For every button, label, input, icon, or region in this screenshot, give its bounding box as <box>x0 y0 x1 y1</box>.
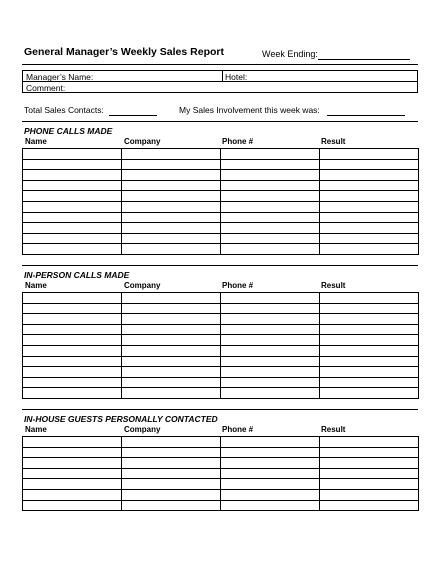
col-phone-cell[interactable] <box>221 314 320 325</box>
col-result-cell[interactable] <box>320 356 419 367</box>
table-row <box>23 356 419 367</box>
col-company-cell[interactable] <box>122 233 221 244</box>
table-row <box>23 388 419 399</box>
in-person-calls-divider <box>22 265 418 266</box>
col-phone-cell[interactable] <box>221 447 320 458</box>
manager-info-box <box>22 70 418 93</box>
col-name-cell[interactable] <box>23 244 122 255</box>
col-result-cell[interactable] <box>320 458 419 469</box>
col-name-cell[interactable] <box>23 458 122 469</box>
col-name-cell[interactable] <box>23 159 122 170</box>
col-name-cell[interactable] <box>23 191 122 202</box>
col-name-cell[interactable] <box>23 447 122 458</box>
table-row <box>23 149 419 160</box>
table-row <box>23 479 419 490</box>
col-phone-cell[interactable] <box>221 293 320 304</box>
col-company-cell[interactable] <box>122 223 221 234</box>
phone-calls-col-name-header: Name <box>25 137 47 146</box>
col-company-cell[interactable] <box>122 159 221 170</box>
col-company-cell[interactable] <box>122 367 221 378</box>
col-result-cell[interactable] <box>320 244 419 255</box>
col-name-cell[interactable] <box>23 377 122 388</box>
col-phone-cell[interactable] <box>221 345 320 356</box>
in-person-calls-col-phone-header: Phone # <box>222 281 254 290</box>
col-name-cell[interactable] <box>23 468 122 479</box>
in-house-guests-divider <box>22 409 418 410</box>
col-result-cell[interactable] <box>320 377 419 388</box>
col-company-cell[interactable] <box>122 468 221 479</box>
table-row <box>23 201 419 212</box>
col-result-cell[interactable] <box>320 149 419 160</box>
col-name-cell[interactable] <box>23 201 122 212</box>
col-result-cell[interactable] <box>320 201 419 212</box>
table-row <box>23 447 419 458</box>
header-divider <box>22 64 418 65</box>
in-house-guests-col-name-header: Name <box>25 425 47 434</box>
in-person-calls-table <box>22 292 419 399</box>
col-phone-cell[interactable] <box>221 335 320 346</box>
in-person-calls-col-result-header: Result <box>321 281 346 290</box>
col-company-cell[interactable] <box>122 314 221 325</box>
col-phone-cell[interactable] <box>221 244 320 255</box>
table-row <box>23 314 419 325</box>
col-result-cell[interactable] <box>320 324 419 335</box>
in-house-guests-heading: IN-HOUSE GUESTS PERSONALLY CONTACTED <box>24 414 218 424</box>
col-company-cell[interactable] <box>122 479 221 490</box>
col-phone-cell[interactable] <box>221 212 320 223</box>
table-row <box>23 170 419 181</box>
col-name-cell[interactable] <box>23 388 122 399</box>
col-phone-cell[interactable] <box>221 324 320 335</box>
col-company-cell[interactable] <box>122 324 221 335</box>
col-company-cell[interactable] <box>122 356 221 367</box>
in-house-guests-col-result-header: Result <box>321 425 346 434</box>
in-person-calls-col-company-header: Company <box>124 281 161 290</box>
table-row <box>23 244 419 255</box>
phone-calls-table <box>22 148 419 255</box>
phone-calls-col-phone-header: Phone # <box>222 137 254 146</box>
col-phone-cell[interactable] <box>221 367 320 378</box>
col-phone-cell[interactable] <box>221 159 320 170</box>
comment-label[interactable]: Comment: <box>26 83 66 93</box>
phone-calls-divider <box>22 121 418 122</box>
col-name-cell[interactable] <box>23 500 122 511</box>
col-result-cell[interactable] <box>320 303 419 314</box>
sales-involvement-label: My Sales Involvement this week was: <box>179 105 320 115</box>
col-result-cell[interactable] <box>320 233 419 244</box>
table-row <box>23 159 419 170</box>
table-row <box>23 437 419 448</box>
col-phone-cell[interactable] <box>221 468 320 479</box>
table-row <box>23 345 419 356</box>
col-name-cell[interactable] <box>23 489 122 500</box>
table-row <box>23 191 419 202</box>
col-result-cell[interactable] <box>320 367 419 378</box>
total-sales-contacts-label: Total Sales Contacts: <box>24 105 104 115</box>
col-phone-cell[interactable] <box>221 149 320 160</box>
col-name-cell[interactable] <box>23 293 122 304</box>
col-result-cell[interactable] <box>320 170 419 181</box>
col-company-cell[interactable] <box>122 377 221 388</box>
table-row <box>23 377 419 388</box>
col-result-cell[interactable] <box>320 335 419 346</box>
col-company-cell[interactable] <box>122 447 221 458</box>
table-row <box>23 367 419 378</box>
col-name-cell[interactable] <box>23 324 122 335</box>
col-company-cell[interactable] <box>122 293 221 304</box>
col-result-cell[interactable] <box>320 345 419 356</box>
col-name-cell[interactable] <box>23 345 122 356</box>
col-phone-cell[interactable] <box>221 191 320 202</box>
col-phone-cell[interactable] <box>221 233 320 244</box>
col-name-cell[interactable] <box>23 314 122 325</box>
col-name-cell[interactable] <box>23 437 122 448</box>
col-company-cell[interactable] <box>122 489 221 500</box>
col-phone-cell[interactable] <box>221 500 320 511</box>
table-row <box>23 303 419 314</box>
info-column-divider <box>222 71 223 82</box>
col-phone-cell[interactable] <box>221 303 320 314</box>
col-name-cell[interactable] <box>23 356 122 367</box>
col-company-cell[interactable] <box>122 388 221 399</box>
in-house-guests-col-company-header: Company <box>124 425 161 434</box>
phone-calls-col-result-header: Result <box>321 137 346 146</box>
col-phone-cell[interactable] <box>221 180 320 191</box>
col-phone-cell[interactable] <box>221 223 320 234</box>
col-name-cell[interactable] <box>23 335 122 346</box>
col-company-cell[interactable] <box>122 244 221 255</box>
col-name-cell[interactable] <box>23 170 122 181</box>
col-result-cell[interactable] <box>320 191 419 202</box>
col-result-cell[interactable] <box>320 180 419 191</box>
col-result-cell[interactable] <box>320 212 419 223</box>
table-row <box>23 233 419 244</box>
col-result-cell[interactable] <box>320 223 419 234</box>
in-person-calls-heading: IN-PERSON CALLS MADE <box>24 270 130 280</box>
table-row <box>23 212 419 223</box>
col-phone-cell[interactable] <box>221 356 320 367</box>
col-company-cell[interactable] <box>122 345 221 356</box>
col-result-cell[interactable] <box>320 479 419 490</box>
sales-involvement-field[interactable] <box>327 115 405 116</box>
table-row <box>23 335 419 346</box>
phone-calls-col-company-header: Company <box>124 137 161 146</box>
table-row <box>23 458 419 469</box>
week-ending-label: Week Ending: <box>262 49 318 59</box>
in-house-guests-col-phone-header: Phone # <box>222 425 254 434</box>
col-company-cell[interactable] <box>122 458 221 469</box>
col-company-cell[interactable] <box>122 191 221 202</box>
col-result-cell[interactable] <box>320 437 419 448</box>
col-company-cell[interactable] <box>122 170 221 181</box>
col-company-cell[interactable] <box>122 437 221 448</box>
col-result-cell[interactable] <box>320 447 419 458</box>
col-name-cell[interactable] <box>23 180 122 191</box>
week-ending-field[interactable] <box>318 59 410 60</box>
col-name-cell[interactable] <box>23 212 122 223</box>
col-company-cell[interactable] <box>122 212 221 223</box>
col-phone-cell[interactable] <box>221 489 320 500</box>
col-name-cell[interactable] <box>23 149 122 160</box>
col-result-cell[interactable] <box>320 293 419 304</box>
table-row <box>23 500 419 511</box>
col-name-cell[interactable] <box>23 479 122 490</box>
col-name-cell[interactable] <box>23 223 122 234</box>
col-result-cell[interactable] <box>320 468 419 479</box>
report-title: General Manager’s Weekly Sales Report <box>24 46 224 58</box>
col-company-cell[interactable] <box>122 149 221 160</box>
col-phone-cell[interactable] <box>221 479 320 490</box>
col-result-cell[interactable] <box>320 500 419 511</box>
col-name-cell[interactable] <box>23 233 122 244</box>
col-phone-cell[interactable] <box>221 388 320 399</box>
table-row <box>23 324 419 335</box>
col-name-cell[interactable] <box>23 303 122 314</box>
table-row <box>23 489 419 500</box>
total-sales-contacts-field[interactable] <box>109 115 157 116</box>
col-result-cell[interactable] <box>320 388 419 399</box>
col-result-cell[interactable] <box>320 159 419 170</box>
col-phone-cell[interactable] <box>221 437 320 448</box>
col-phone-cell[interactable] <box>221 201 320 212</box>
col-phone-cell[interactable] <box>221 170 320 181</box>
phone-calls-heading: PHONE CALLS MADE <box>24 126 113 136</box>
col-company-cell[interactable] <box>122 303 221 314</box>
col-company-cell[interactable] <box>122 335 221 346</box>
col-company-cell[interactable] <box>122 180 221 191</box>
col-phone-cell[interactable] <box>221 458 320 469</box>
col-name-cell[interactable] <box>23 367 122 378</box>
table-row <box>23 293 419 304</box>
manager-name-label[interactable]: Manager’s Name: <box>26 72 94 82</box>
col-company-cell[interactable] <box>122 500 221 511</box>
col-result-cell[interactable] <box>320 314 419 325</box>
in-house-guests-table <box>22 436 419 511</box>
in-person-calls-col-name-header: Name <box>25 281 47 290</box>
table-row <box>23 180 419 191</box>
col-result-cell[interactable] <box>320 489 419 500</box>
table-row <box>23 223 419 234</box>
table-row <box>23 468 419 479</box>
hotel-label[interactable]: Hotel: <box>225 72 248 82</box>
col-company-cell[interactable] <box>122 201 221 212</box>
col-phone-cell[interactable] <box>221 377 320 388</box>
